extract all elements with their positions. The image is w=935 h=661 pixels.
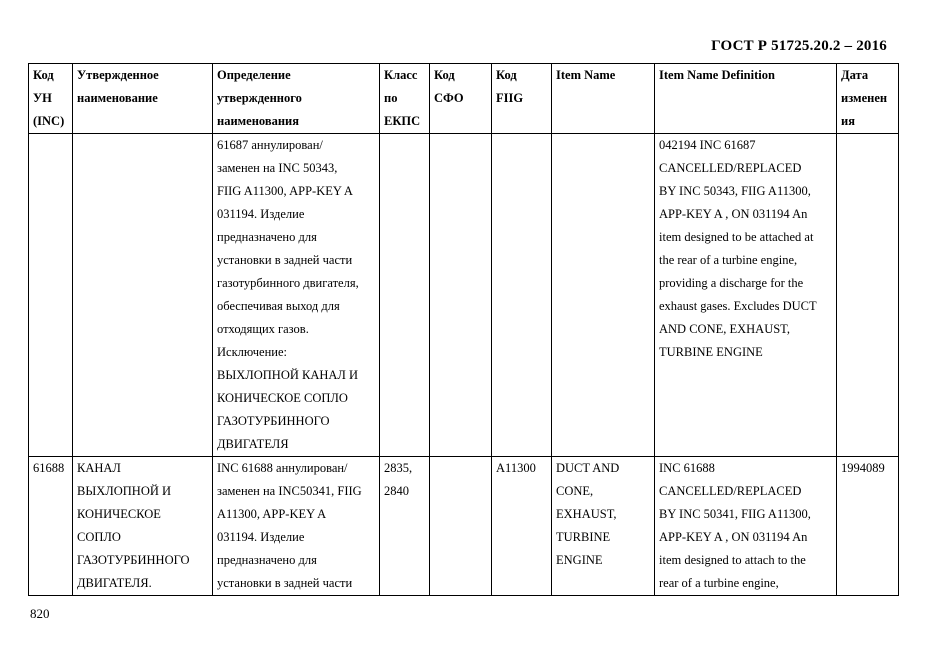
header-line: Утвержденное bbox=[77, 68, 159, 82]
cell-line: предназначено для bbox=[217, 553, 317, 567]
cell-date bbox=[837, 457, 899, 596]
cell-code-fiig bbox=[492, 134, 552, 457]
cell-item-name bbox=[552, 457, 655, 596]
cell-line: установки в задней части bbox=[217, 576, 353, 590]
header-line: СФО bbox=[434, 91, 464, 105]
cell-line: exhaust gases. Excludes DUCT bbox=[659, 299, 817, 313]
cell-line: ENGINE bbox=[556, 553, 603, 567]
header-line: Код bbox=[434, 68, 455, 82]
table-row bbox=[29, 134, 899, 457]
cell-line: APP-KEY A , ON 031194 An bbox=[659, 207, 808, 221]
cell-line: 61687 аннулирован/ bbox=[217, 138, 323, 152]
cell-definition-ru bbox=[213, 457, 380, 596]
cell-line: Исключение: bbox=[217, 345, 287, 359]
header-line: Код bbox=[33, 68, 54, 82]
cell-line: КАНАЛ bbox=[77, 461, 121, 475]
header-line: наименования bbox=[217, 114, 300, 128]
cell-line: установки в задней части bbox=[217, 253, 353, 267]
cell-class-ekps bbox=[380, 457, 430, 596]
header-line: (INC) bbox=[33, 114, 65, 128]
header-line: FIIG bbox=[496, 91, 524, 105]
table-row bbox=[29, 457, 899, 596]
cell-line: ДВИГАТЕЛЯ. bbox=[77, 576, 152, 590]
column-header-item-name bbox=[552, 64, 655, 134]
cell-definition-ru bbox=[213, 134, 380, 457]
cell-line: заменен на INC 50343, bbox=[217, 161, 338, 175]
cell-line: 2835, bbox=[384, 461, 413, 475]
cell-code-fiig bbox=[492, 457, 552, 596]
header-line: наименование bbox=[77, 91, 158, 105]
cell-approved-name bbox=[73, 457, 213, 596]
cell-line: A11300, APP-KEY A bbox=[217, 507, 327, 521]
cell-line: the rear of a turbine engine, bbox=[659, 253, 798, 267]
cell-line: AND CONE, EXHAUST, bbox=[659, 322, 791, 336]
cell-line: ГАЗОТУРБИННОГО bbox=[217, 414, 330, 428]
cell-line: DUCT AND bbox=[556, 461, 620, 475]
cell-line: 1994089 bbox=[841, 461, 885, 475]
column-header-item-name-def bbox=[655, 64, 837, 134]
cell-code-sfo bbox=[430, 134, 492, 457]
cell-line: ДВИГАТЕЛЯ bbox=[217, 437, 289, 451]
cell-line: 031194. Изделие bbox=[217, 530, 305, 544]
cell-line: газотурбинного двигателя, bbox=[217, 276, 359, 290]
cell-line: A11300 bbox=[496, 461, 536, 475]
header-line: по bbox=[384, 91, 398, 105]
header-line: Код bbox=[496, 68, 517, 82]
column-header-code-sfo bbox=[430, 64, 492, 134]
table-header-row bbox=[29, 64, 899, 134]
cell-line: rear of a turbine engine, bbox=[659, 576, 779, 590]
cell-line: предназначено для bbox=[217, 230, 317, 244]
header-line: ЕКПС bbox=[384, 114, 421, 128]
nomenclature-table bbox=[28, 63, 899, 596]
header-line: ия bbox=[841, 114, 855, 128]
cell-line: item designed to attach to the bbox=[659, 553, 806, 567]
header-line: изменен bbox=[841, 91, 888, 105]
table-body bbox=[29, 134, 899, 596]
cell-class-ekps bbox=[380, 134, 430, 457]
cell-approved-name bbox=[73, 134, 213, 457]
cell-line: CANCELLED/REPLACED bbox=[659, 161, 802, 175]
cell-line: TURBINE ENGINE bbox=[659, 345, 763, 359]
cell-line: обеспечивая выход для bbox=[217, 299, 340, 313]
cell-line: 042194 INC 61687 bbox=[659, 138, 756, 152]
cell-line: ГАЗОТУРБИННОГО bbox=[77, 553, 190, 567]
column-header-definition-ru bbox=[213, 64, 380, 134]
cell-line: 031194. Изделие bbox=[217, 207, 305, 221]
cell-line: КОНИЧЕСКОЕ СОПЛО bbox=[217, 391, 348, 405]
cell-line: BY INC 50341, FIIG A11300, bbox=[659, 507, 811, 521]
cell-item-name bbox=[552, 134, 655, 457]
cell-line: ВЫХЛОПНОЙ КАНАЛ И bbox=[217, 368, 359, 382]
cell-line: INC 61688 аннулирован/ bbox=[217, 461, 348, 475]
cell-line: КОНИЧЕСКОЕ bbox=[77, 507, 161, 521]
column-header-code-fiig bbox=[492, 64, 552, 134]
header-line: Класс bbox=[384, 68, 418, 82]
cell-inc bbox=[29, 457, 73, 596]
cell-item-name-def bbox=[655, 134, 837, 457]
cell-line: CONE, bbox=[556, 484, 594, 498]
header-line: УН bbox=[33, 91, 52, 105]
cell-date bbox=[837, 134, 899, 457]
column-header-approved-name bbox=[73, 64, 213, 134]
cell-item-name-def bbox=[655, 457, 837, 596]
cell-line: 61688 bbox=[33, 461, 65, 475]
header-line: Определение bbox=[217, 68, 291, 82]
cell-line: 2840 bbox=[384, 484, 409, 498]
cell-line: BY INC 50343, FIIG A11300, bbox=[659, 184, 811, 198]
cell-code-sfo bbox=[430, 457, 492, 596]
cell-line: TURBINE bbox=[556, 530, 611, 544]
standard-title: ГОСТ Р 51725.20.2 – 2016 bbox=[711, 38, 887, 54]
header-line: Item Name Definition bbox=[659, 68, 775, 82]
column-header-inc bbox=[29, 64, 73, 134]
header-line: Дата bbox=[841, 68, 869, 82]
cell-line: ВЫХЛОПНОЙ И bbox=[77, 484, 172, 498]
cell-inc bbox=[29, 134, 73, 457]
cell-line: отходящих газов. bbox=[217, 322, 309, 336]
page-number: 820 bbox=[30, 606, 50, 621]
header-line: Item Name bbox=[556, 68, 616, 82]
column-header-class-ekps bbox=[380, 64, 430, 134]
header-line: утвержденного bbox=[217, 91, 302, 105]
cell-line: INC 61688 bbox=[659, 461, 715, 475]
cell-line: providing a discharge for the bbox=[659, 276, 804, 290]
cell-line: СОПЛО bbox=[77, 530, 121, 544]
column-header-date bbox=[837, 64, 899, 134]
cell-line: CANCELLED/REPLACED bbox=[659, 484, 802, 498]
cell-line: EXHAUST, bbox=[556, 507, 617, 521]
cell-line: item designed to be attached at bbox=[659, 230, 814, 244]
cell-line: FIIG A11300, APP-KEY A bbox=[217, 184, 353, 198]
cell-line: заменен на INC50341, FIIG bbox=[217, 484, 362, 498]
cell-line: APP-KEY A , ON 031194 An bbox=[659, 530, 808, 544]
